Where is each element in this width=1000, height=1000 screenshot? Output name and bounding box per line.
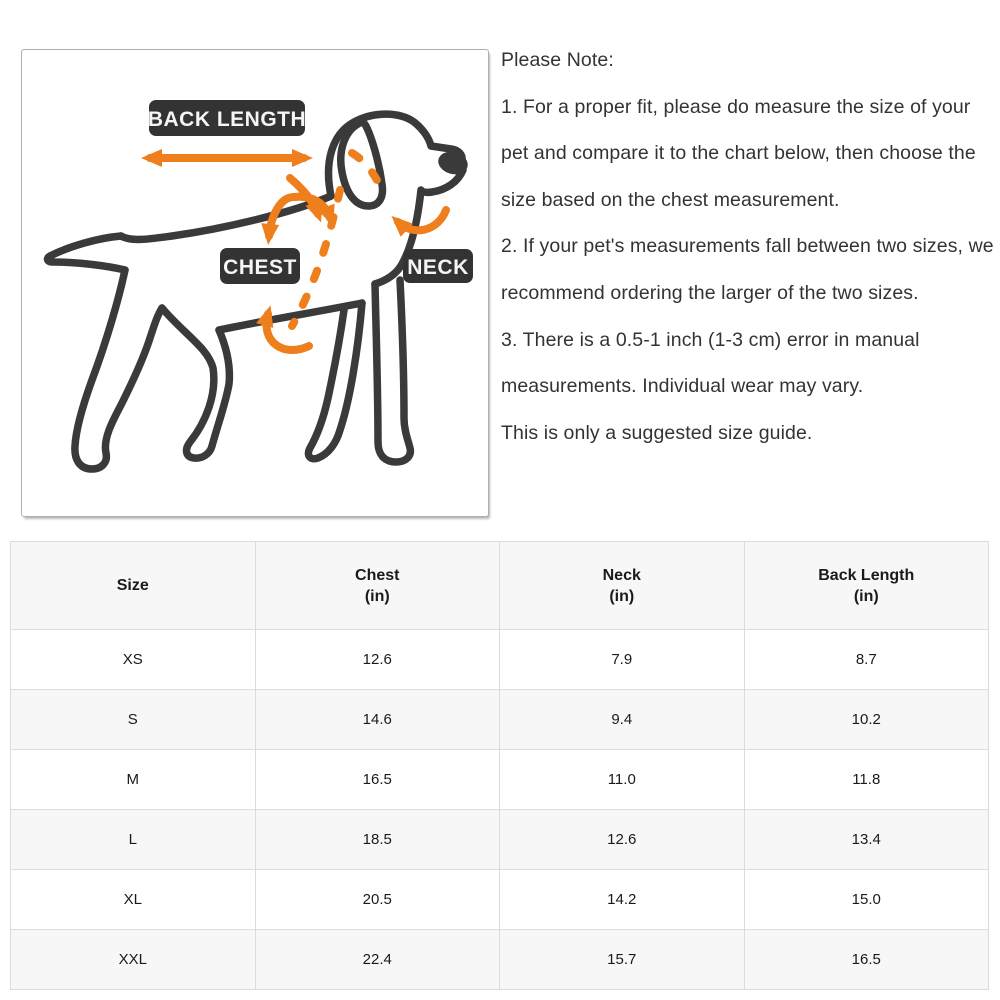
cell-size: L xyxy=(11,810,256,870)
table-row-xxl xyxy=(11,930,989,990)
cell-neck: 12.6 xyxy=(500,810,745,870)
dog-diagram-illustration xyxy=(22,50,488,516)
table-row-xl xyxy=(11,870,989,930)
cell-size: M xyxy=(11,750,256,810)
header-cell-back-length: Back Length (in) xyxy=(744,542,989,630)
table-row-l xyxy=(11,810,989,870)
header-cell-neck: Neck (in) xyxy=(500,542,745,630)
back-length-label: BACK LENGTH xyxy=(147,108,307,131)
cell-back-length: 8.7 xyxy=(744,630,989,690)
note-item-2: 2. If your pet's measurements fall between two sizes, we recommend ordering the larger of the two sizes. xyxy=(501,235,994,304)
dog-outline-icon xyxy=(48,114,463,469)
cell-size: XXL xyxy=(11,930,256,990)
size-chart-table xyxy=(10,541,989,990)
cell-neck: 7.9 xyxy=(500,630,745,690)
cell-back-length: 15.0 xyxy=(744,870,989,930)
cell-back-length: 13.4 xyxy=(744,810,989,870)
note-item-3: 3. There is a 0.5-1 inch (1-3 cm) error in manual measurements. Individual wear may vary. xyxy=(501,328,920,398)
cell-chest: 22.4 xyxy=(255,930,500,990)
dog-measurement-diagram xyxy=(21,49,489,517)
neck-label: NECK xyxy=(407,256,469,279)
cell-neck: 14.2 xyxy=(500,870,745,930)
table-row-m xyxy=(11,750,989,810)
cell-chest: 16.5 xyxy=(255,750,500,810)
cell-neck: 9.4 xyxy=(500,690,745,750)
header-cell-size: Size xyxy=(11,542,256,630)
cell-back-length: 11.8 xyxy=(744,750,989,810)
header-cell-chest: Chest (in) xyxy=(255,542,500,630)
cell-size: S xyxy=(11,690,256,750)
chest-label: CHEST xyxy=(223,256,297,279)
notes-footer: This is only a suggested size guide. xyxy=(501,421,813,444)
cell-neck: 15.7 xyxy=(500,930,745,990)
cell-size: XL xyxy=(11,870,256,930)
cell-chest: 12.6 xyxy=(255,630,500,690)
cell-chest: 18.5 xyxy=(255,810,500,870)
cell-chest: 14.6 xyxy=(255,690,500,750)
cell-back-length: 10.2 xyxy=(744,690,989,750)
table-header-row xyxy=(11,542,989,630)
notes-title: Please Note: xyxy=(501,49,614,71)
table-row-s xyxy=(11,690,989,750)
cell-size: XS xyxy=(11,630,256,690)
note-item-1: 1. For a proper fit, please do measure the size of your pet and compare it to the chart below, then choose the size based on the chest measurement. xyxy=(501,95,976,211)
notes-section xyxy=(501,37,999,456)
cell-neck: 11.0 xyxy=(500,750,745,810)
cell-chest: 20.5 xyxy=(255,870,500,930)
table-row-xs xyxy=(11,630,989,690)
cell-back-length: 16.5 xyxy=(744,930,989,990)
